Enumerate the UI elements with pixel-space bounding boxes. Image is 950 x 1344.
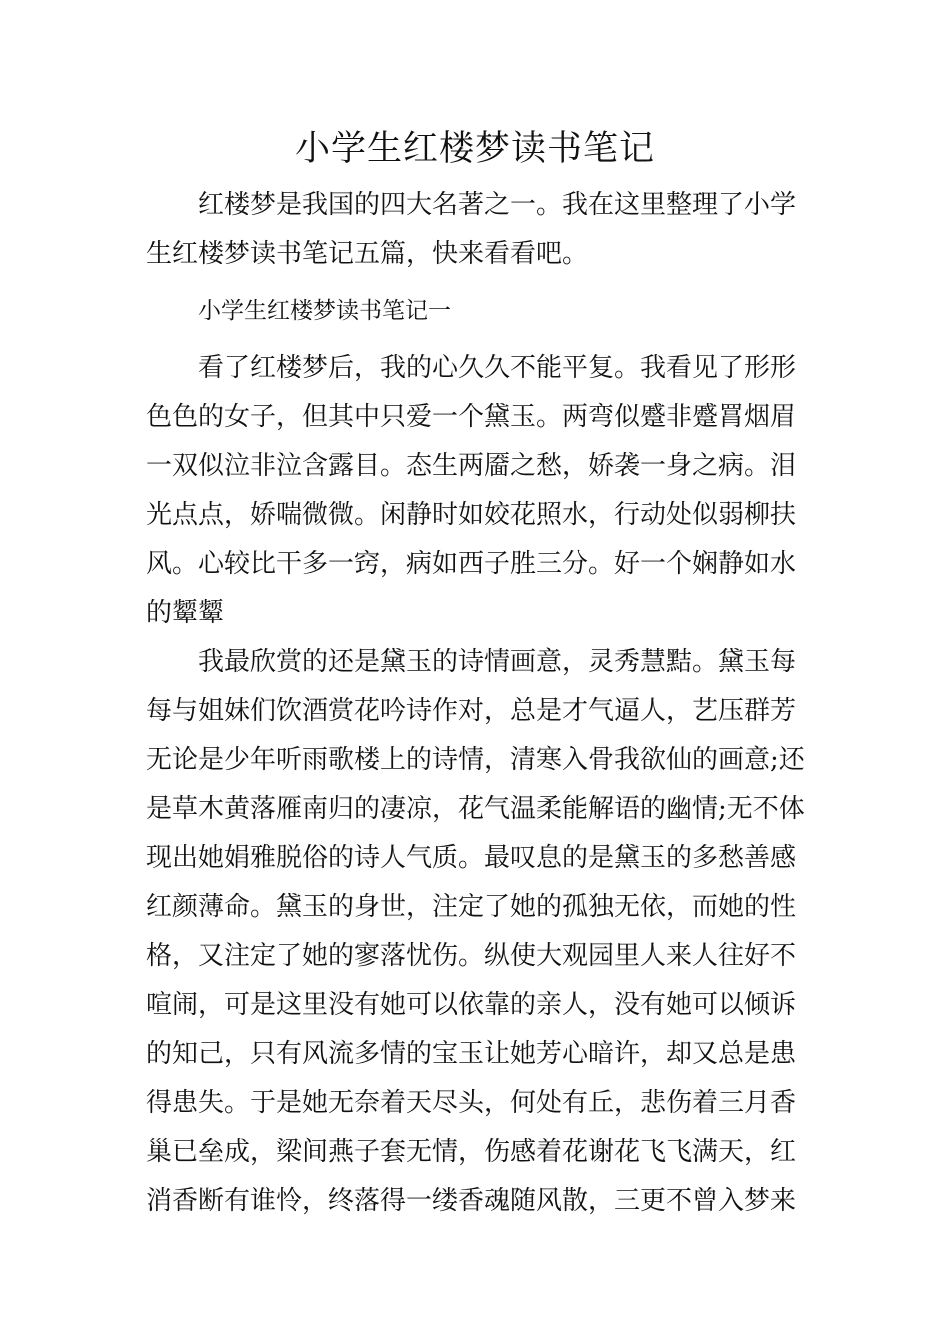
body-paragraph: 看了红楼梦后，我的心久久不能平复。我看见了形形 色色的女子，但其中只爱一个黛玉。两弯似蹙非蹙罥烟眉 一双似泣非泣含露目。态生两靥之愁，娇袭一身之病。泪 光点点，娇喘微微。闲静时如姣花照水，行动处似弱柳扶 风。心较比干多一窍，病如西子胜三分。好一个娴静如水 的颦颦 (146, 353, 797, 628)
document-body (146, 181, 806, 1226)
intro-paragraph: 红楼梦是我国的四大名著之一。我在这里整理了小学 生红楼梦读书笔记五篇，快来看看吧。 (146, 190, 797, 269)
body-paragraph: 我最欣赏的还是黛玉的诗情画意，灵秀慧黠。黛玉每 每与姐妹们饮酒赏花吟诗作对，总是才气逼人，艺压群芳 无论是少年听雨歌楼上的诗情，清寒入骨我欲仙的画意;还 是草木黄落雁南归的凄凉，花气温柔能解语的幽情;无不体 现出她娟雅脱俗的诗人气质。最叹息的是黛玉的多愁善感 红颜薄命。黛玉的身世，注定了她的孤独无依，而她的性 格，又注定了她的寥落忧伤。纵使大观园里人来人往好不 喧闹，可是这里没有她可以依靠的亲人，没有她可以倾诉 的知己，只有风流多情的宝玉让她芳心暗许，却又总是患 得患失。于是她无奈着天尽头，何处有丘，悲伤着三月香 巢已垒成，梁间燕子套无情，伤感着花谢花飞飞满天，红 消香断有谁怜，终落得一缕香魂随风散，三更不曾入梦来 (146, 647, 805, 1216)
document-title: 小学生红楼梦读书笔记 (294, 129, 655, 169)
section-heading: 小学生红楼梦读书笔记一 (198, 298, 451, 324)
